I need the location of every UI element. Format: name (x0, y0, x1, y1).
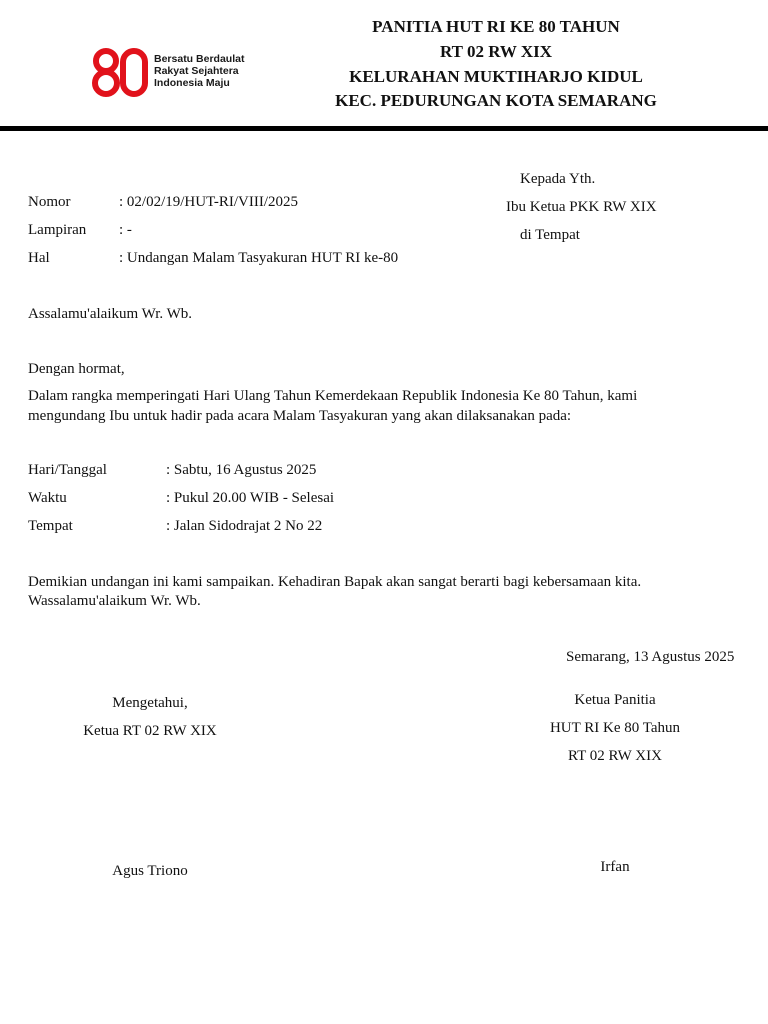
logo-tagline-line: Indonesia Maju (154, 77, 230, 89)
left-signer-title: Mengetahui, (112, 695, 188, 711)
right-signer-title: Ketua Panitia (574, 692, 656, 708)
hari-tanggal-label: Hari/Tanggal (28, 462, 107, 478)
nomor-label: Nomor (28, 194, 71, 210)
waktu-value: : Pukul 20.00 WIB - Selesai (166, 490, 335, 506)
header-line: KEC. PEDURUNGAN KOTA SEMARANG (335, 91, 657, 110)
recipient-line: di Tempat (520, 227, 580, 243)
logo-tagline (154, 53, 264, 89)
right-signer-name: Irfan (600, 859, 630, 875)
closing-paragraph: Demikian undangan ini kami sampaikan. Kehadiran Bapak akan sangat berarti bagi kebersamaan kita. (28, 574, 642, 590)
header-divider (0, 126, 768, 131)
logo-tagline-line: Bersatu Berdaulat (154, 53, 245, 65)
nomor-value: : 02/02/19/HUT-RI/VIII/2025 (119, 194, 299, 210)
header-line: KELURAHAN MUKTIHARJO KIDUL (349, 67, 643, 86)
recipient-line: Kepada Yth. (520, 171, 596, 187)
salutation: Dengan hormat, (28, 361, 125, 377)
right-signer-event: HUT RI Ke 80 Tahun (549, 720, 681, 736)
greeting: Assalamu'alaikum Wr. Wb. (28, 306, 193, 322)
hal-value: : Undangan Malam Tasyakuran HUT RI ke-80 (119, 250, 399, 266)
tempat-value: : Jalan Sidodrajat 2 No 22 (166, 518, 323, 534)
waktu-label: Waktu (28, 490, 67, 506)
tempat-label: Tempat (28, 518, 73, 534)
left-signer-position: Ketua RT 02 RW XIX (83, 723, 217, 739)
place-date: Semarang, 13 Agustus 2025 (566, 649, 735, 665)
hal-label: Hal (28, 250, 50, 266)
header-line: PANITIA HUT RI KE 80 TAHUN (372, 17, 620, 36)
hari-tanggal-value: : Sabtu, 16 Agustus 2025 (166, 462, 317, 478)
recipient-line: Ibu Ketua PKK RW XIX (506, 199, 657, 215)
closing-greeting: Wassalamu'alaikum Wr. Wb. (28, 593, 201, 609)
intro-paragraph: Dalam rangka memperingati Hari Ulang Tahun Kemerdekaan Republik Indonesia Ke 80 Tahun, kami mengundang Ibu untuk hadir pada acara Malam Tasyakuran yang akan dilaksanakan pada: (28, 388, 638, 424)
lampiran-label: Lampiran (28, 222, 87, 238)
number-80-logo-icon (90, 47, 150, 97)
right-signer-position: RT 02 RW XIX (568, 748, 662, 764)
hut-ri-80-logo (90, 47, 260, 97)
logo-tagline-line: Rakyat Sejahtera (154, 65, 239, 77)
left-signer-name: Agus Triono (112, 863, 188, 879)
header-line: RT 02 RW XIX (439, 42, 552, 61)
lampiran-value: : - (119, 222, 132, 238)
